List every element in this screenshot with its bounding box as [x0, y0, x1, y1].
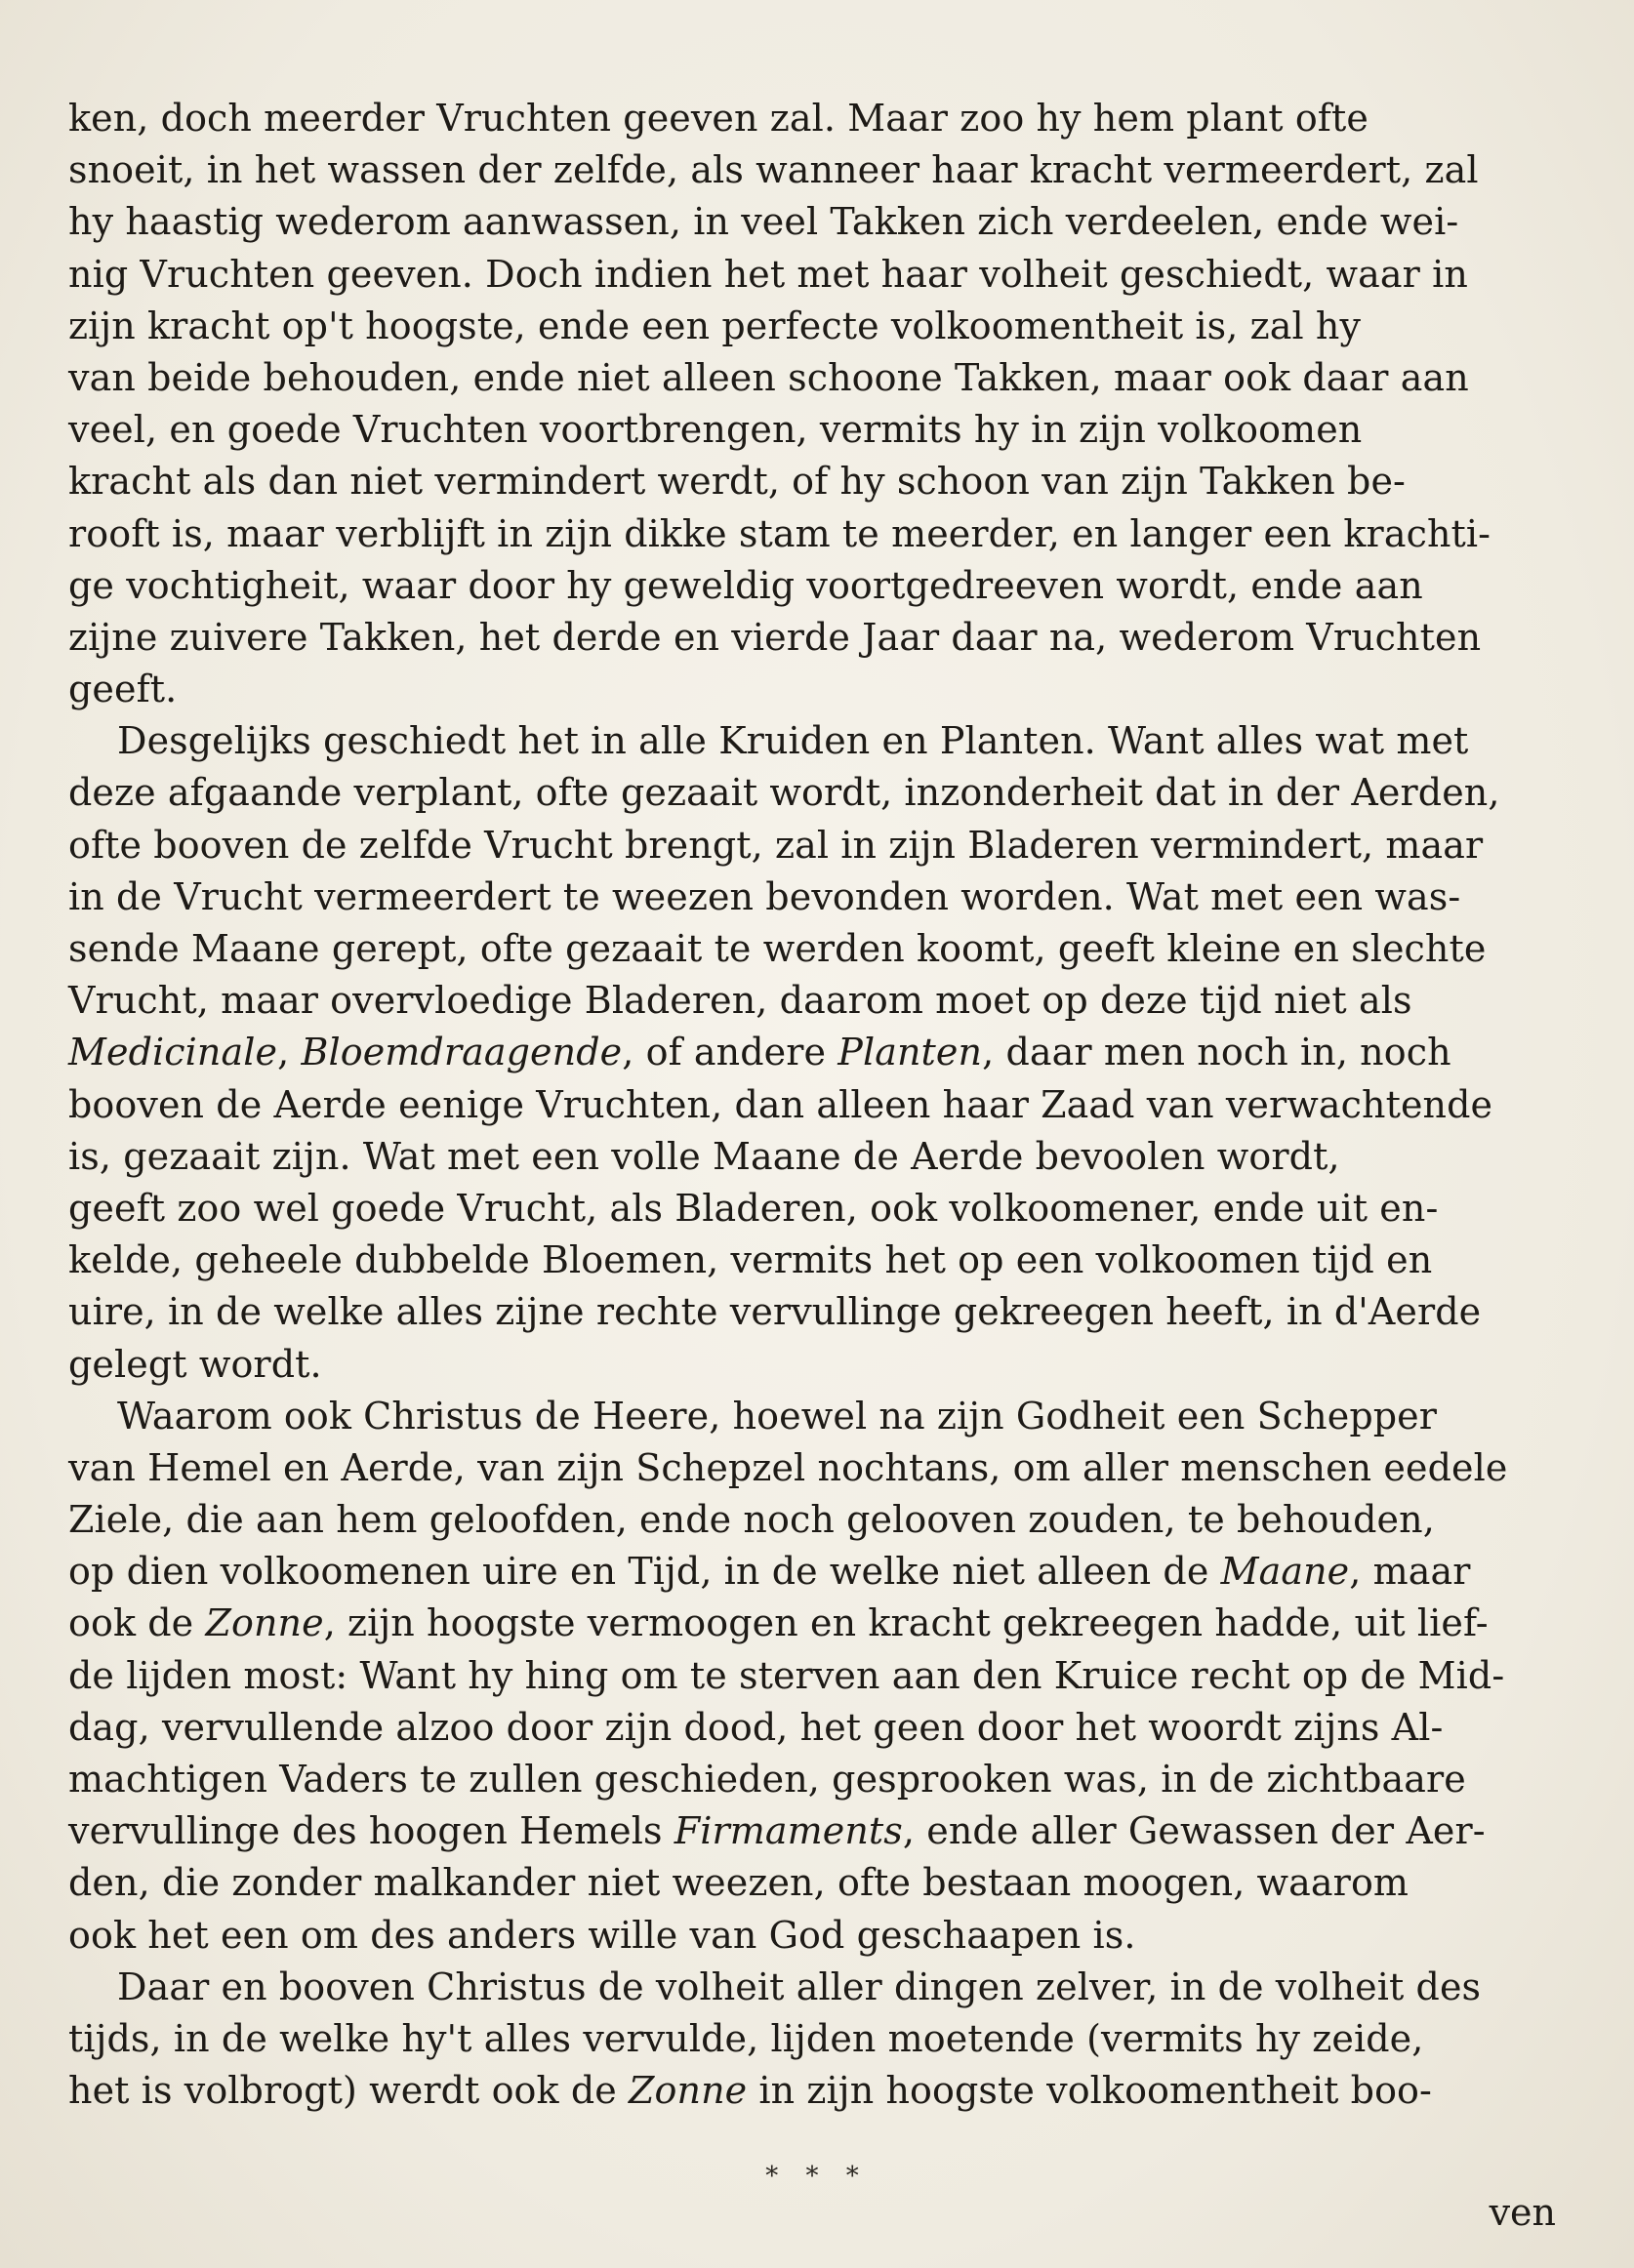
text-segment: in de Vrucht vermeerdert te weezen bevonden worden. Wat met een was- — [68, 874, 1461, 918]
text-line — [68, 144, 1581, 196]
text-line — [68, 1494, 1581, 1546]
text-line — [68, 2013, 1581, 2065]
italic-term: Zonne — [629, 2069, 748, 2113]
italic-term: Medicinale — [68, 1031, 278, 1074]
text-line — [68, 664, 1581, 715]
text-line — [68, 1910, 1581, 1962]
text-line — [68, 1754, 1581, 1805]
text-line — [68, 1286, 1581, 1338]
catchword: ven — [1489, 2191, 1556, 2234]
text-line — [68, 456, 1581, 507]
text-line — [68, 1079, 1581, 1131]
text-segment: rooft is, maar verblijft in zijn dikke stam te meerder, en langer een krachti- — [68, 511, 1491, 555]
text-segment: , ende aller Gewassen der Aer- — [902, 1809, 1486, 1853]
text-line — [68, 1805, 1581, 1857]
italic-term: Bloemdraagende — [301, 1031, 623, 1074]
text-line — [68, 508, 1581, 560]
text-segment: op dien volkoomenen uire en Tijd, in de welke niet alleen de — [68, 1550, 1221, 1594]
text-line — [68, 1702, 1581, 1754]
text-segment: , daar men noch in, noch — [982, 1031, 1451, 1074]
text-line — [68, 1339, 1581, 1391]
text-segment: vervullinge des hoogen Hemels — [68, 1809, 674, 1853]
text-segment: gelegt wordt. — [68, 1342, 322, 1386]
text-segment: nig Vruchten geeven. Doch indien het met haar volheit geschiedt, waar in — [68, 252, 1468, 296]
text-line — [68, 1962, 1581, 2013]
text-segment: deze afgaande verplant, ofte gezaait wordt, inzonderheit dat in der Aerden, — [68, 771, 1500, 815]
text-line — [68, 301, 1581, 352]
text-line — [68, 1235, 1581, 1286]
text-segment: zijn kracht op't hoogste, ende een perfecte volkoomentheit is, zal hy — [68, 304, 1362, 347]
text-segment: uire, in de welke alles zijne rechte vervullinge gekreegen heeft, in d'Aerde — [68, 1290, 1482, 1334]
text-segment: Waarom ook Christus de Heere, hoewel na zijn Godheit een Schepper — [117, 1394, 1438, 1438]
text-segment: ook het een om des anders wille van God geschaapen is. — [68, 1913, 1136, 1957]
italic-term: Firmaments — [674, 1809, 903, 1853]
text-line — [68, 715, 1581, 767]
text-segment: van beide behouden, ende niet alleen schoone Takken, maar ook daar aan — [68, 355, 1469, 399]
text-segment: sende Maane gerept, ofte gezaait te werden koomt, geeft kleine en slechte — [68, 927, 1487, 970]
text-line — [68, 1183, 1581, 1235]
text-segment: is, gezaait zijn. Wat met een volle Maane de Aerde bevoolen wordt, — [68, 1134, 1340, 1178]
text-segment: zijne zuivere Takken, het derde en vierde Jaar daar na, wederom Vruchten — [68, 615, 1482, 659]
text-line — [68, 196, 1581, 248]
body-text — [68, 93, 1581, 2117]
text-segment: Ziele, die aan hem geloofden, ende noch gelooven zouden, te behouden, — [68, 1498, 1435, 1542]
text-line — [68, 404, 1581, 456]
text-segment: in zijn hoogste volkoomentheit boo- — [747, 2069, 1432, 2113]
text-line — [68, 923, 1581, 975]
text-segment: ofte booven de zelfde Vrucht brengt, zal in zijn Bladeren vermindert, maar — [68, 823, 1484, 867]
text-line — [68, 820, 1581, 871]
text-segment: dag, vervullende alzoo door zijn dood, het geen door het woordt zijns Al- — [68, 1705, 1444, 1749]
text-segment: veel, en goede Vruchten voortbrengen, vermits hy in zijn volkoomen — [68, 408, 1363, 452]
text-line — [68, 560, 1581, 612]
text-segment: Vrucht, maar overvloedige Bladeren, daarom moet op deze tijd niet als — [68, 979, 1412, 1023]
text-segment: de lijden most: Want hy hing om te sterven aan den Kruice recht op de Mid- — [68, 1653, 1505, 1697]
text-segment: ook de — [68, 1601, 206, 1645]
text-segment: Desgelijks geschiedt het in alle Kruiden en Planten. Want alles wat met — [117, 719, 1469, 763]
text-segment: het is volbrogt) werdt ook de — [68, 2069, 630, 2113]
text-line — [68, 1598, 1581, 1649]
text-segment: , maar — [1349, 1550, 1471, 1594]
text-line — [68, 871, 1581, 923]
text-line — [68, 249, 1581, 301]
text-segment: kracht als dan niet vermindert werdt, of hy schoon van zijn Takken be- — [68, 460, 1406, 504]
italic-term: Maane — [1220, 1550, 1350, 1594]
text-segment: ken, doch meerder Vruchten geeven zal. Maar zoo hy hem plant ofte — [68, 97, 1368, 140]
text-line — [68, 1131, 1581, 1183]
text-line — [68, 1650, 1581, 1702]
text-segment: booven de Aerde eenige Vruchten, dan alleen haar Zaad van verwachtende — [68, 1082, 1493, 1126]
text-segment: kelde, geheele dubbelde Bloemen, vermits het op een volkoomen tijd en — [68, 1238, 1433, 1282]
text-segment: ge vochtigheit, waar door hy geweldig voortgedreeven wordt, ende aan — [68, 563, 1423, 607]
italic-term: Zonne — [205, 1601, 324, 1645]
text-segment: tijds, in de welke hy't alles vervulde, lijden moetende (vermits hy zeide, — [68, 2016, 1424, 2060]
text-segment: snoeit, in het wassen der zelfde, als wanneer haar kracht vermeerdert, zal — [68, 148, 1479, 192]
text-line — [68, 2065, 1581, 2117]
text-line — [68, 1391, 1581, 1442]
text-segment: Daar en booven Christus de volheit aller dingen zelver, in de volheit des — [117, 1964, 1482, 2008]
text-segment: , zijn hoogste vermoogen en kracht gekreegen hadde, uit lief- — [323, 1601, 1489, 1645]
text-segment: , — [277, 1031, 302, 1074]
text-segment: van Hemel en Aerde, van zijn Schepzel nochtans, om aller menschen eedele — [68, 1445, 1508, 1489]
italic-term: Planten — [837, 1031, 983, 1074]
text-line — [68, 1442, 1581, 1494]
text-line — [68, 1857, 1581, 1909]
text-line — [68, 352, 1581, 404]
signature-mark: * * * — [765, 2162, 869, 2191]
text-segment: hy haastig wederom aanwassen, in veel Takken zich verdeelen, ende wei- — [68, 200, 1459, 244]
text-line — [68, 975, 1581, 1027]
text-segment: geeft. — [68, 668, 178, 711]
text-segment: den, die zonder malkander niet weezen, ofte bestaan moogen, waarom — [68, 1861, 1409, 1905]
text-line — [68, 93, 1581, 144]
text-line — [68, 1027, 1581, 1078]
text-segment: , of andere — [622, 1031, 838, 1074]
text-line — [68, 1546, 1581, 1598]
text-segment: machtigen Vaders te zullen geschieden, gesprooken was, in de zichtbaare — [68, 1758, 1466, 1801]
text-segment: geeft zoo wel goede Vrucht, als Bladeren, ook volkoomener, ende uit en- — [68, 1186, 1439, 1230]
text-line — [68, 767, 1581, 819]
text-line — [68, 612, 1581, 664]
